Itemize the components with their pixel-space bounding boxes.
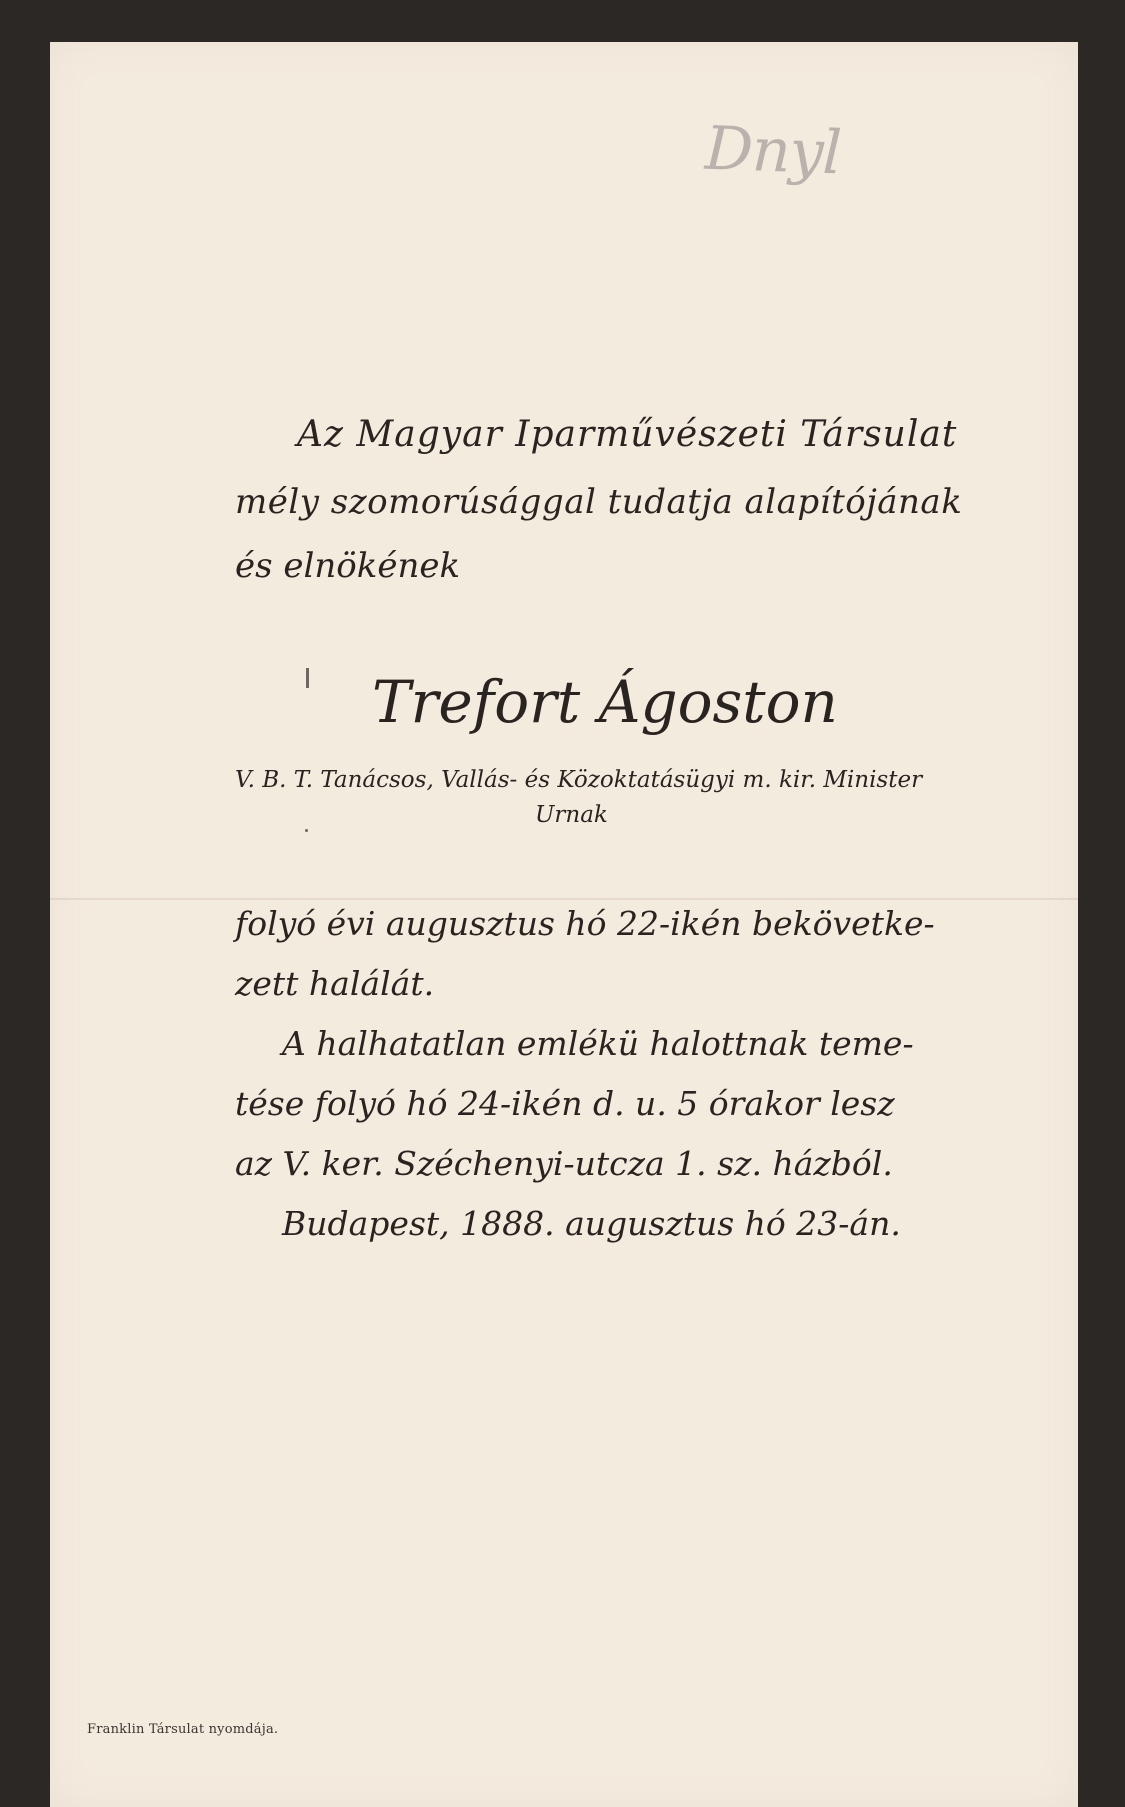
- title-line-2: Urnak: [535, 802, 608, 828]
- body-line-3: A halhatatlan emlékü halottnak teme-: [282, 1024, 914, 1063]
- title-line-1: V. B. T. Tanácsos, Vallás- és Közoktatásügyi m. kir. Minister: [235, 767, 923, 793]
- ink-mark: [306, 668, 309, 688]
- body-line-6: Budapest, 1888. augusztus hó 23-án.: [282, 1204, 901, 1243]
- printer-note: Franklin Társulat nyomdája.: [87, 1722, 279, 1737]
- intro-line-1: Az Magyar Iparművészeti Társulat: [297, 414, 958, 455]
- body-line-1: folyó évi augusztus hó 22-ikén bekövetke-: [235, 904, 935, 943]
- document-page: [50, 42, 1078, 1807]
- deceased-name: Trefort Ágoston: [372, 668, 838, 736]
- intro-line-2: mély szomorúsággal tudatja alapítójának: [235, 482, 963, 522]
- intro-line-3: és elnökének: [235, 546, 461, 586]
- ink-dot: [305, 829, 308, 832]
- body-line-5: az V. ker. Széchenyi-utcza 1. sz. házból.: [235, 1144, 893, 1183]
- handwritten-note: Dnyl: [703, 113, 843, 189]
- paper-fold: [50, 898, 1078, 900]
- body-line-2: zett halálát.: [235, 964, 435, 1003]
- body-line-4: tése folyó hó 24-ikén d. u. 5 órakor lesz: [235, 1084, 895, 1123]
